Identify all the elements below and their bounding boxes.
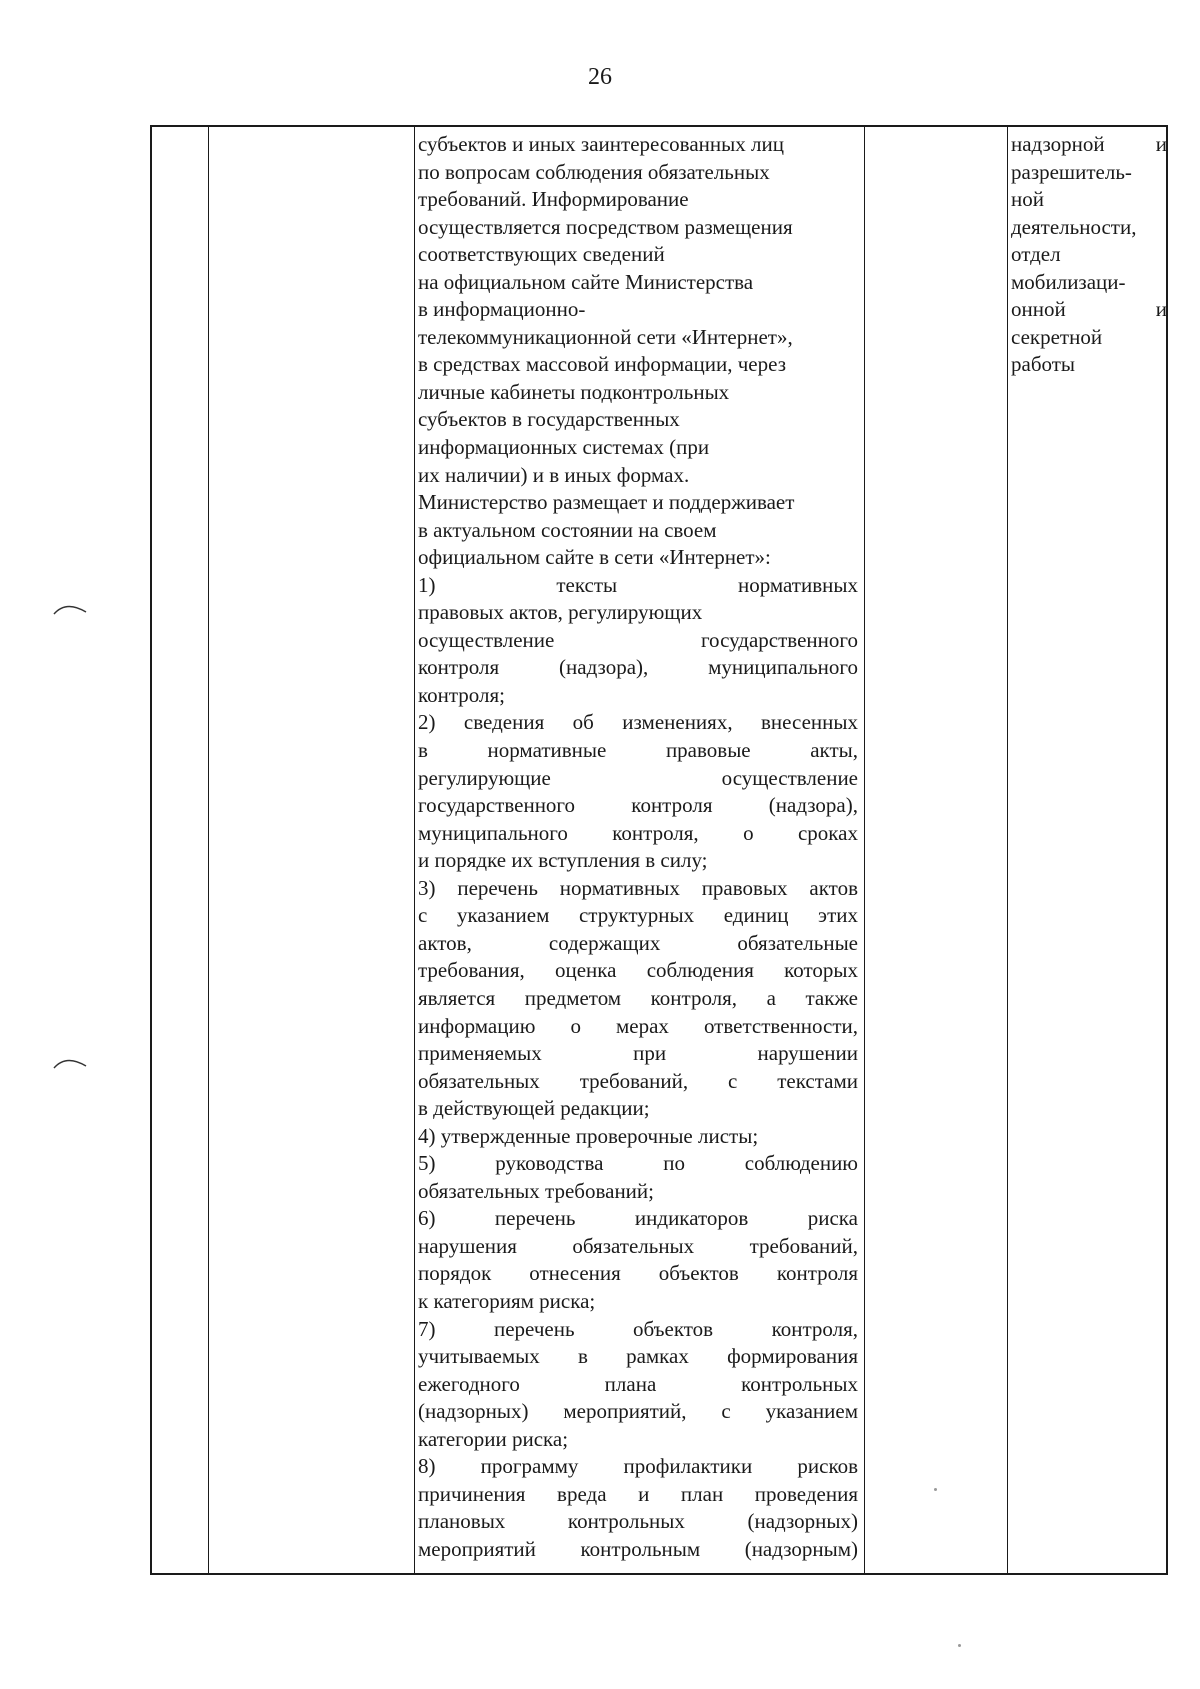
text-line: с указанием структурных единиц этих [418, 903, 858, 928]
text-line: ежегодного плана контрольных [418, 1371, 858, 1396]
text-line: Министерство размещает и поддерживает [418, 490, 795, 515]
text-line: деятельности, [1011, 214, 1137, 239]
text-line: ной [1011, 187, 1044, 212]
document-table [150, 125, 1168, 1575]
text-line: требования, оценка соблюдения которых [418, 958, 858, 983]
text-line: 7) перечень объектов контроля, [418, 1316, 858, 1341]
text-line: контроля; [418, 682, 506, 707]
text-line: актов, содержащих обязательные [418, 930, 858, 955]
text-line: 3) перечень нормативных правовых актов [418, 875, 858, 900]
text-line: осуществление государственного [418, 627, 858, 652]
text-line: и порядке их вступления в силу; [418, 848, 708, 873]
text-line: регулирующие осуществление [418, 765, 858, 790]
text-line: информационных системах (при [418, 435, 710, 460]
text-line: плановых контрольных (надзорных) [418, 1509, 858, 1534]
text-line: муниципального контроля, о сроках [418, 820, 858, 845]
text-line: осуществляется посредством размещения [418, 214, 793, 239]
binder-hole-mark [52, 1052, 92, 1072]
table-cell-responsible [1011, 131, 1167, 379]
text-line: соответствующих сведений [418, 242, 665, 267]
text-line: 6) перечень индикаторов риска [418, 1206, 858, 1231]
text-line: в актуальном состоянии на своем [418, 517, 717, 542]
column-divider [864, 127, 865, 1573]
text-line: 2) сведения об изменениях, внесенных [418, 710, 858, 735]
text-line: государственного контроля (надзора), [418, 793, 858, 818]
binder-hole-mark [52, 598, 92, 618]
text-line: категории риска; [418, 1426, 569, 1451]
text-line: надзорной и [1011, 132, 1167, 156]
text-line: обязательных требований; [418, 1178, 654, 1203]
scan-speck [958, 1644, 961, 1647]
text-line: нарушения обязательных требований, [418, 1233, 858, 1258]
text-line: личные кабинеты подконтрольных [418, 379, 730, 404]
text-line: информацию о мерах ответственности, [418, 1013, 858, 1038]
text-line: причинения вреда и план проведения [418, 1481, 858, 1506]
table-cell-measures [418, 131, 858, 1563]
text-line: требований. Информирование [418, 187, 689, 212]
text-line: порядок отнесения объектов контроля [418, 1261, 858, 1286]
text-line: официальном сайте в сети «Интернет»: [418, 545, 771, 570]
text-line: 5) руководства по соблюдению [418, 1151, 858, 1176]
text-line: 4) утвержденные проверочные листы; [418, 1123, 759, 1148]
text-line: субъектов в государственных [418, 407, 680, 432]
text-line: правовых актов, регулирующих [418, 600, 703, 625]
text-line: обязательных требований, с текстами [418, 1068, 858, 1093]
text-line: 1) тексты нормативных [418, 572, 858, 597]
text-line: на официальном сайте Министерства [418, 269, 754, 294]
text-line: в нормативные правовые акты, [418, 738, 858, 763]
text-line: применяемых при нарушении [418, 1041, 858, 1066]
text-line: по вопросам соблюдения обязательных [418, 159, 770, 184]
text-line: в действующей редакции; [418, 1096, 650, 1121]
text-line: является предметом контроля, а также [418, 985, 858, 1010]
text-line: контроля (надзора), муниципального [418, 655, 858, 680]
text-line: онной и [1011, 297, 1167, 322]
text-line: отдел [1011, 242, 1061, 267]
text-line: учитываемых в рамках формирования [418, 1344, 858, 1369]
text-line: к категориям риска; [418, 1288, 596, 1313]
text-line: мероприятий контрольным (надзорным) [418, 1536, 858, 1561]
column-divider [414, 127, 415, 1573]
text-line: в информационно- [418, 297, 586, 322]
text-line: 8) программу профилактики рисков [418, 1454, 858, 1479]
text-line: (надзорных) мероприятий, с указанием [418, 1399, 858, 1424]
column-divider [208, 127, 209, 1573]
column-divider [1007, 127, 1008, 1573]
page-number: 26 [588, 64, 612, 90]
text-line: телекоммуникационной сети «Интернет», [418, 324, 793, 349]
text-line: секретной [1011, 324, 1103, 349]
text-line: мобилизаци- [1011, 269, 1126, 294]
text-line: разрешитель- [1011, 159, 1132, 184]
text-line: их наличии) и в иных формах. [418, 462, 690, 487]
text-line: субъектов и иных заинтересованных лиц [418, 132, 784, 156]
text-line: работы [1011, 352, 1076, 377]
text-line: в средствах массовой информации, через [418, 352, 786, 377]
